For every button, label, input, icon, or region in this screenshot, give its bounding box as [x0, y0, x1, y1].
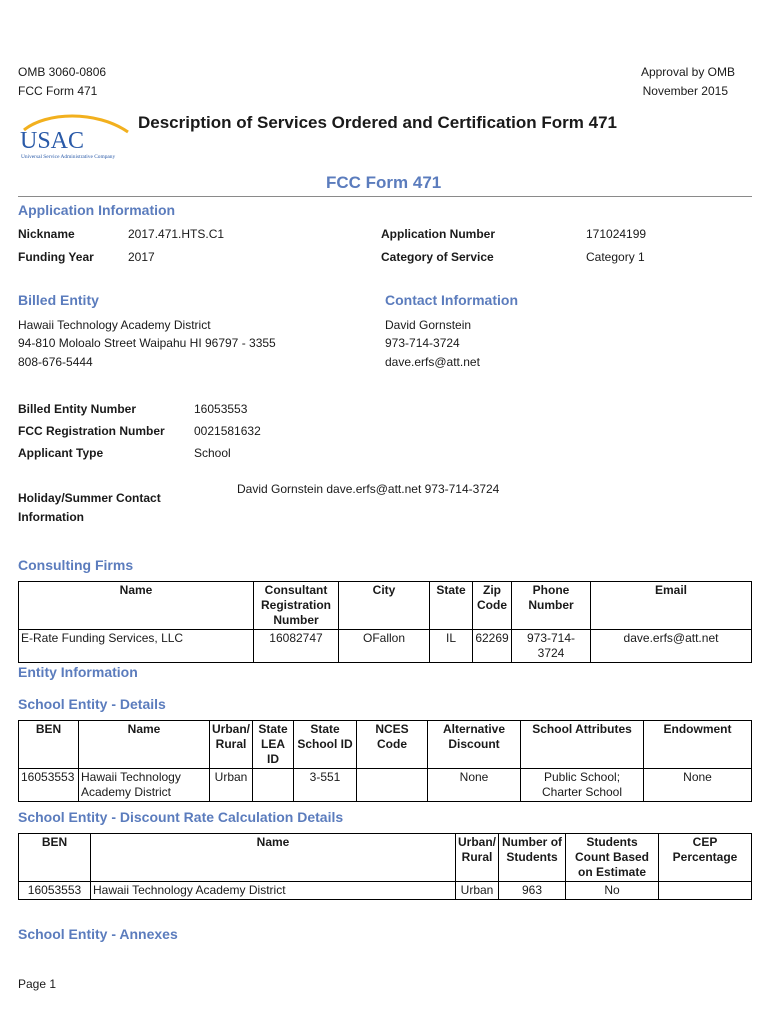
table-cell: None [428, 769, 521, 802]
form-subtitle: FCC Form 471 [326, 173, 442, 192]
table-cell: 973-714-3724 [512, 630, 591, 663]
table-cell: 62269 [473, 630, 512, 663]
page-number: Page 1 [18, 977, 57, 991]
table-cell: Hawaii Technology Academy District [79, 769, 210, 802]
billed-entity-number-value: 16053553 [194, 402, 248, 416]
funding-year-value: 2017 [128, 250, 155, 264]
table-cell: Urban [456, 882, 499, 900]
table-cell [253, 769, 294, 802]
column-header: Consultant Registration Number [254, 582, 339, 630]
table-row [19, 769, 752, 802]
discount-rate-table [18, 833, 752, 900]
holiday-contact-label-line2: Information [18, 510, 84, 524]
category-of-service-value: Category 1 [586, 250, 645, 264]
column-header: CEP Percentage [659, 834, 752, 882]
table-cell: 16053553 [19, 882, 91, 900]
billed-entity-number-label: Billed Entity Number [18, 402, 137, 416]
approval-text: Approval by OMB [640, 65, 735, 79]
svg-text:USAC: USAC [20, 128, 85, 154]
table-cell: 16082747 [254, 630, 339, 663]
column-header: BEN [19, 834, 91, 882]
table-cell: Hawaii Technology Academy District [91, 882, 456, 900]
application-number-value: 171024199 [586, 227, 647, 241]
table-cell [659, 882, 752, 900]
column-header: Name [19, 582, 254, 630]
fcc-registration-label: FCC Registration Number [18, 424, 165, 438]
column-header: Phone Number [512, 582, 591, 630]
column-header: State School ID [294, 721, 357, 769]
application-number-label: Application Number [381, 227, 496, 241]
column-header: Name [79, 721, 210, 769]
column-header: City [339, 582, 430, 630]
school-entity-details-table [18, 720, 752, 802]
funding-year-label: Funding Year [18, 250, 94, 264]
section-school-entity-annexes: School Entity - Annexes [18, 926, 178, 942]
billed-entity-address: 94-810 Moloalo Street Waipahu HI 96797 - 3355 [18, 336, 276, 350]
table-header-row [19, 834, 752, 882]
section-discount-rate-details: School Entity - Discount Rate Calculation Details [18, 809, 344, 825]
applicant-type-value: School [194, 446, 231, 460]
nickname-value: 2017.471.HTS.C1 [128, 227, 225, 241]
section-consulting-firms: Consulting Firms [18, 557, 134, 573]
contact-name: David Gornstein [385, 318, 472, 332]
svg-text:Universal Service Administrati: Universal Service Administrative Company [21, 154, 116, 160]
omb-number: OMB 3060-0806 [18, 65, 107, 79]
section-billed-entity: Billed Entity [18, 292, 99, 308]
table-cell: 963 [499, 882, 566, 900]
column-header: Email [591, 582, 752, 630]
nickname-label: Nickname [18, 227, 75, 241]
column-header: BEN [19, 721, 79, 769]
table-cell: No [566, 882, 659, 900]
approval-date: November 2015 [642, 84, 728, 98]
form-number: FCC Form 471 [18, 84, 98, 98]
column-header: State [430, 582, 473, 630]
table-header-row [19, 721, 752, 769]
column-header: Alternative Discount [428, 721, 521, 769]
table-cell: None [644, 769, 752, 802]
section-entity-information: Entity Information [18, 664, 138, 680]
table-cell: OFallon [339, 630, 430, 663]
holiday-contact-value: David Gornstein dave.erfs@att.net 973-714-3724 [237, 482, 500, 496]
page-title: Description of Services Ordered and Certification Form 471 [138, 113, 617, 132]
table-cell: Public School; Charter School [521, 769, 644, 802]
table-cell: IL [430, 630, 473, 663]
column-header: Name [91, 834, 456, 882]
column-header: State LEA ID [253, 721, 294, 769]
column-header: Urban/ Rural [210, 721, 253, 769]
section-contact-information: Contact Information [385, 292, 518, 308]
section-school-entity-details: School Entity - Details [18, 696, 166, 712]
section-application-information: Application Information [18, 202, 176, 218]
table-cell: E-Rate Funding Services, LLC [19, 630, 254, 663]
column-header: NCES Code [357, 721, 428, 769]
column-header: School Attributes [521, 721, 644, 769]
table-header-row [19, 582, 752, 630]
column-header: Zip Code [473, 582, 512, 630]
table-cell [357, 769, 428, 802]
table-cell: 3-551 [294, 769, 357, 802]
category-of-service-label: Category of Service [381, 250, 494, 264]
column-header: Number of Students [499, 834, 566, 882]
table-row [19, 882, 752, 900]
column-header: Urban/ Rural [456, 834, 499, 882]
fcc-registration-value: 0021581632 [194, 424, 261, 438]
consulting-firms-table [18, 581, 752, 663]
column-header: Students Count Based on Estimate [566, 834, 659, 882]
table-row [19, 630, 752, 663]
table-cell: Urban [210, 769, 253, 802]
table-cell: dave.erfs@att.net [591, 630, 752, 663]
table-cell: 16053553 [19, 769, 79, 802]
contact-phone: 973-714-3724 [385, 336, 460, 350]
billed-entity-phone: 808-676-5444 [18, 355, 93, 369]
column-header: Endowment [644, 721, 752, 769]
usac-logo [16, 112, 134, 164]
contact-email: dave.erfs@att.net [385, 355, 480, 369]
billed-entity-name: Hawaii Technology Academy District [18, 318, 211, 332]
holiday-contact-label-line1: Holiday/Summer Contact [18, 491, 161, 505]
header-divider [18, 196, 752, 197]
applicant-type-label: Applicant Type [18, 446, 104, 460]
